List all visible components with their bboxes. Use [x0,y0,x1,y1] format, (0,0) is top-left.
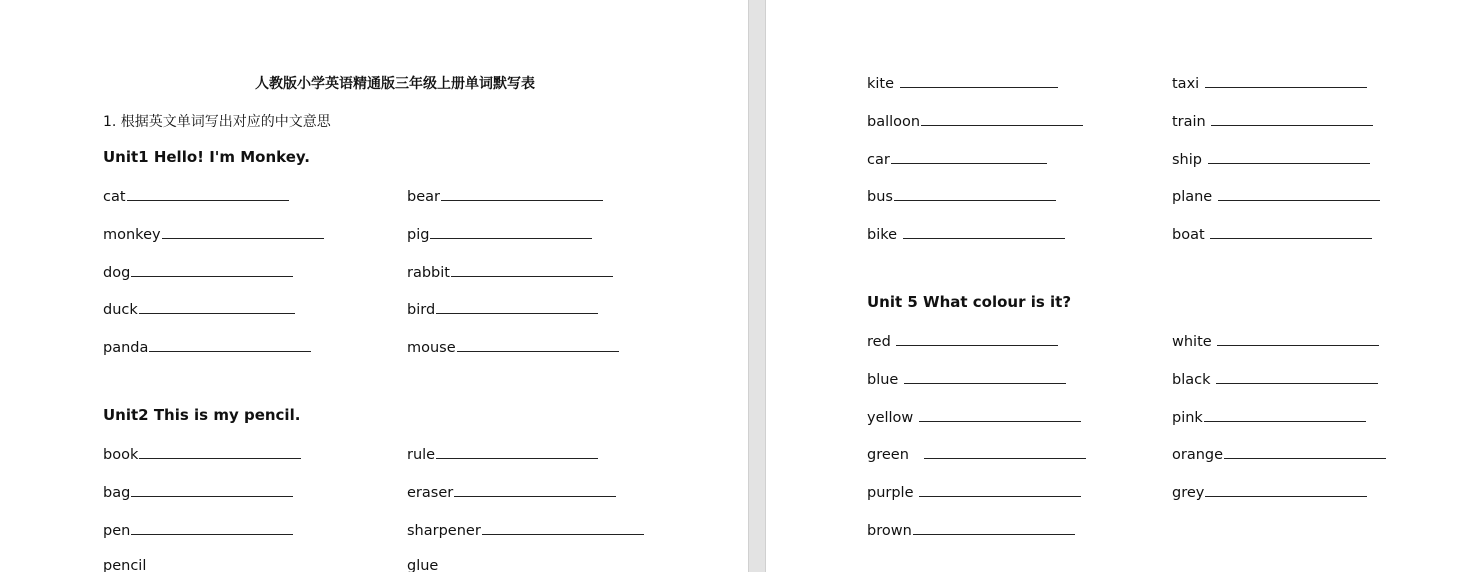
word-item: sharpener [407,520,644,540]
word-item: dog [103,262,293,282]
word-item: red [867,331,1058,351]
word-item: cat [103,186,289,206]
word-item: brown [867,520,1075,540]
unit2-heading: Unit2 This is my pencil. [103,406,301,424]
word-item: blue [867,369,1066,389]
word-item: duck [103,299,295,319]
word-item: purple [867,482,1081,502]
word-item: pink [1172,407,1366,427]
word-item: glue [407,558,439,572]
word-item: yellow [867,407,1081,427]
word-item: eraser [407,482,616,502]
word-item: plane [1172,186,1380,206]
word-item: grey [1172,482,1367,502]
word-item: book [103,444,301,464]
word-item: mouse [407,337,619,357]
word-item: ship [1172,149,1370,169]
word-item: green [867,444,1086,464]
word-item: boat [1172,224,1372,244]
document-page-right [766,0,1460,572]
document-title: 人教版小学英语精通版三年级上册单词默写表 [255,76,535,92]
word-item: rabbit [407,262,613,282]
word-item: kite [867,73,1058,93]
word-item: pen [103,520,293,540]
word-item: balloon [867,111,1083,131]
word-item: pencil [103,558,147,572]
unit1-heading: Unit1 Hello! I'm Monkey. [103,148,310,166]
unit5-heading: Unit 5 What colour is it? [867,293,1072,311]
word-item: train [1172,111,1373,131]
word-item: bike [867,224,1065,244]
word-item: rule [407,444,598,464]
word-item: pig [407,224,592,244]
word-item: bird [407,299,598,319]
word-item: bag [103,482,293,502]
word-item: orange [1172,444,1386,464]
word-item: black [1172,369,1378,389]
word-item: car [867,149,1047,169]
page-gutter [748,0,766,572]
word-item: white [1172,331,1379,351]
word-item: taxi [1172,73,1367,93]
word-item: monkey [103,224,324,244]
word-item: bus [867,186,1056,206]
word-item: bear [407,186,603,206]
word-item: panda [103,337,311,357]
instruction-text: 1. 根据英文单词写出对应的中文意思 [103,114,331,130]
